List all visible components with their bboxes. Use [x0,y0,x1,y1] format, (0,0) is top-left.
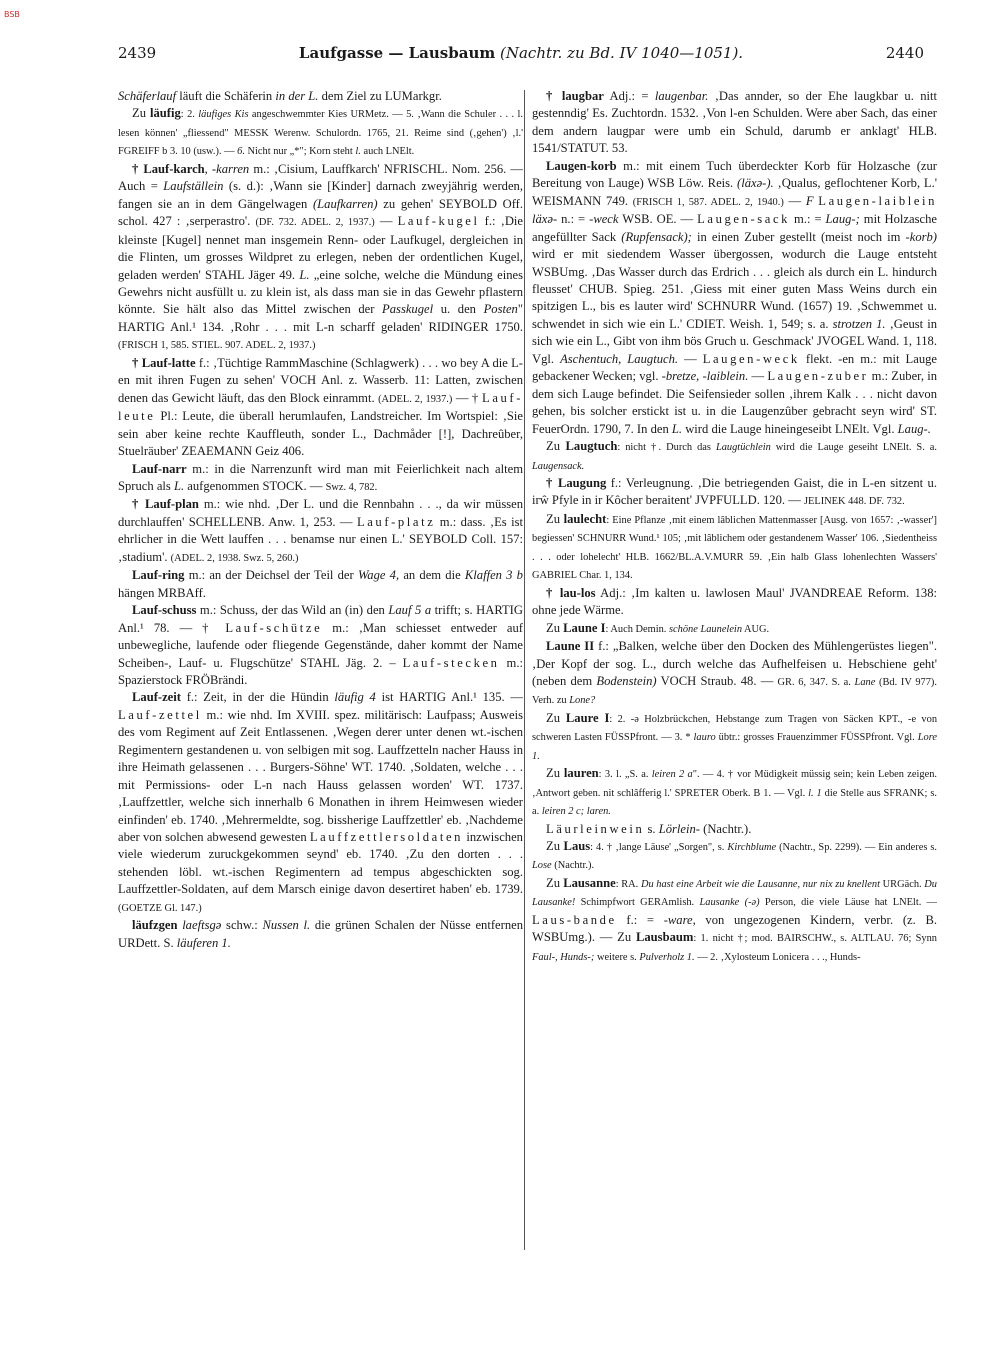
entry-text: wird die Lauge hineingeseibt LNElt. Vgl. [682,421,898,436]
entry-text: Zu [546,710,566,725]
dictionary-entry [118,917,523,952]
entry-text: F [805,193,814,208]
dictionary-entry [118,689,523,917]
entry-text: L. [299,267,310,282]
entry-text: -bretze, -laiblein. [661,369,749,384]
dictionary-entry [532,158,937,438]
entry-text: (Rupfensack); [621,229,692,244]
entry-text: die grünen Schalen der Nüsse entfernen URDett. S. [118,918,523,950]
entry-text: m.: wie nhd. Im XVIII. spez. militärisch: Laufpass; Ausweis des vom Regiment auf Zeit Entlassenen. ‚Wegen derer unter denen wt.-ischen Regimentern gestandenen u. von selbigen mit sog. Lauffzetteln nacher Hauss in ihre Heimath gelassenen . . . Burgers-Söhne' WT. 1740. ‚Soldaten, welche . . . mit Permissions- oder L-n nach Hauss gelassen worden' WT. 1737. ‚Lauffzettler, welche sich innerhalb 6 Monathen in ihrem Heimwesen wieder einfinden' eb. 1740. ‚Mehrermeldte, sog. bissherige Lauffzettler' eb. ‚Nachdeme aber von solchen abwesend gewesten [118,707,523,845]
entry-text: auch LNElt. [360,146,415,158]
entry-text: Passkugel [382,302,434,317]
dictionary-entry [532,875,937,966]
entry-text: Du hast eine Arbeit wie die Lausanne, nur nix zu knellent [640,878,881,890]
entry-text: m.: = [790,212,826,227]
entry-text: leiren 2 a [651,769,693,781]
entry-text: : 2. [180,109,199,121]
entry-text: Zu [546,511,564,526]
entry-text: (Bd. IV 977). Verh. zu [532,676,937,707]
entry-headword: Lausbaum [635,930,694,945]
entry-text: Nicht nur „*"; Korn steht [244,146,356,158]
entry-text: Lauf-stecken [402,655,500,670]
entry-text: in der L. [275,89,319,103]
entry-text: Lore 1. [532,732,937,762]
entry-text: Lauf-leute [118,390,523,424]
entry-text: : Auch Demin. [605,623,669,635]
entry-text: m.: dass. ‚Es ist ehrlicher in die Wett lauffen . . . benamse nur einen L.' SEYBOLD Coll. 157: ‚stadium'. [118,514,523,564]
entry-text: flekt. -en m.: mit Lauge gebackener Wecken; vgl. [532,351,938,384]
dictionary-entry [532,821,937,838]
entry-headword: Laugtuch [565,439,618,454]
running-title-headwords: Laufgasse — Lausbaum [298,44,496,62]
entry-text: f.: Verleugnung. ‚Die betriegenden Gaist, die in L-en sitzent u. irŵ Pfyle in ir Kôcher beraitent' JVPFULLD. 120. — [532,475,937,508]
entry-text: Lane [854,676,876,688]
entry-text: läuft die Schäferin [176,89,276,103]
entry-text: hängen MRBAff. [118,585,206,600]
entry-text: Du Lausanke! [532,878,937,909]
entry-text: L. [173,478,185,493]
entry-text: 6. [237,146,245,158]
entry-text: m.: wie nhd. ‚Der L. und die Rennbahn . . ., da wir müssen durchlauffen' SCHELLENB. Anw. 1, 253. — [118,497,524,529]
entry-headword: Laure I [565,710,610,725]
entry-text: (DF. 732. ADEL. 2, 1937.) [255,217,375,229]
entry-headword: läufig [149,106,181,121]
entry-text: m.: ‚Man schiesset entweder auf unbewegliche, laufende oder fliegende Gegenstände, daher kommt der Name Scheiben-, Lauf- u. Flugschütze' STAHL Jäg. 2. – [118,620,524,670]
entry-text: (FRISCH 1, 587. ADEL. 2, 1940.) [632,196,784,208]
dictionary-entry [118,567,523,602]
entry-headword: Lauf-zeit [132,690,181,705]
page-number-right: 2440 [885,44,924,62]
entry-text: zu gehen' SEYBOLD Off. schol. 427 : ‚serperastro'. [118,196,524,229]
entry-text: Schimpfwort GERAmlish. [575,897,700,909]
entry-text: wird die Lauge geseiht LNElt. S. a. [770,442,937,454]
entry-text: läuferen 1. [176,935,231,950]
dictionary-entry [532,88,937,158]
entry-text: laeftsgə [182,918,222,933]
entry-text: übtr.: grosses Frauenzimmer FÜSSPfront. Vgl. [715,732,918,744]
entry-text: " HARTIG Anl.¹ 134. ‚Rohr . . . mit L-n scharff geladen' RIDINGER 1750. [118,302,524,334]
entry-text: Laugensack. [532,460,585,472]
entry-headword: Laus [563,839,591,854]
entry-text: Aschentuch, Laugtuch. [560,351,679,366]
entry-text: dem Ziel zu LUMarkgr. [318,89,442,103]
dictionary-entry [118,355,523,461]
entry-text: Laugen-zuber [767,369,869,384]
entry-text: läufig [198,109,223,121]
dictionary-entry [532,638,937,710]
entry-text: Läurleinwein [546,821,645,836]
dictionary-entry [532,511,937,585]
entry-text: Faul-, Hunds-; [532,951,595,963]
entry-text: f.: ‚Tüchtige RammMaschine (Schlagwerk) . . . wo bey A die L-en mit ihren Fugen zu sehen' VOCH Anl. z. Wasserb. 11: Latten, zwischen denen das Gewicht läuft, das den Block einrammt. [118,355,523,405]
left-column [118,88,523,952]
entry-text: inzwischen viele wiederum zuruckgekommen seynd' eb. 1740. ‚Zu den dorten . . . stehenden löbl. wt.-ischen Regimentern ad tempus abgeschickten sog. Lauffzettler-Soldaten, auf dem Marsch einige davon desertiret haben' eb. 1739. [118,830,523,897]
entry-text: läxə- [532,212,558,227]
entry-text: Zu [546,766,564,781]
entry-text: Laufställein [163,179,224,194]
entry-text: Schäferlauf [118,89,177,103]
entry-text: m.: mit einem Tuch überdeckter Korb für Holzasche (zur Bereitung von Lauge) WSB Löw. Reis. [532,158,937,191]
column-divider [524,90,525,1250]
entry-text: an dem die [399,568,465,583]
entry-text: in einen Zuber gestellt (meist noch im [691,229,906,244]
entry-text: : 4. † ‚lange Läuse' „Sorgen", s. [590,842,728,854]
entry-text: Zu [132,106,150,121]
entry-headword: Lausanne [563,875,616,890]
entry-headword: † Lauf-karch [132,161,205,176]
entry-text: -ware, [663,912,696,927]
entry-text: VOCH Straub. 48. — [656,673,778,688]
dictionary-entry [118,161,523,355]
entry-text: Pl.: Leute, die überall herumlaufen, Landstreicher. Im Wortspiel: ‚Sie sein aber keine rechte Kauffleuth, sonder L., Dachmåder [!], Dachreûber, Stuelräuber' ZEAEMANN Geiz 406. [118,409,523,459]
entry-text: laugenbar. [654,89,709,103]
entry-text: Zu [546,620,564,635]
entry-text: angeschwemmter Kies URMetz. — 5. ‚Wann die Schuler . . . l. lesen können' „fliessend" MESSK Werenw. Schulordn. 1765, 21. Reime sind (‚gehen') ‚l.' FGREIFF b 3. 10 (usw.). — [118,109,523,158]
entry-text: m.: in die Narrenzunft wird man mit Feierlichkeit nach altem Spruch als [118,461,523,493]
entry-text: (s. d.): ‚Wann sie [Kinder] darnach zweyjährig werden, fangen sie an in dem Gängelwagen [118,179,523,211]
entry-text: (ADEL. 2, 1938. Swz. 5, 260.) [170,552,299,564]
entry-text: (läxə-). [737,176,774,191]
running-title [118,44,924,62]
entry-headword: † lau-los [546,585,596,600]
entry-text: Lausanke (-ə) [699,897,760,909]
entry-text: schw.: [221,918,263,933]
entry-text: Laugen-laiblein [818,193,938,208]
entry-text: — 2. ‚Xylosteum Lonicera . . ., Hunds- [694,951,861,963]
entry-text: — [678,351,703,366]
entry-text: WSB. OE. — [618,212,698,227]
entry-text: ‚Das annder, so der Ehe laugkbar u. nitt gestenndig' Es. Zuchtordn. 1532. ‚Von l-en Schulden. Were aber Sach, das einer dem andern laugpar were umb ein Schuld, darumb er anklagt' HLB. 1541/STATUT. 53. [532,89,938,156]
dictionary-entry [532,475,937,511]
entry-text: aufgenommen STOCK. — [184,478,326,493]
entry-text: Laus-bande [532,912,617,927]
entry-text: m.: Schuss, der das Wild an (in) den [196,603,389,618]
dictionary-entry [118,88,523,105]
entry-text: läufig 4 [334,690,376,705]
entry-text: die Stelle aus SFRANK; s. a. [532,787,937,818]
entry-headword: Lauf-ring [132,568,185,583]
entry-text: f.: ‚Die kleinste [Kugel] nennet man insgemein Renn- oder Laufkugel, dergleichen in die Flinten, um grosses Wildpret zu erlegen, neben der ordentlichen Kugel, geladen werden' STAHL Jäger 49. [118,214,523,282]
entry-text: , [204,161,212,176]
entry-text: Zu [546,875,564,890]
entry-text: s. [644,821,659,836]
dictionary-entry [118,602,523,689]
entry-headword: Laune I [563,620,606,635]
entry-text: Zu [546,439,566,454]
entry-text: -karren [211,161,250,176]
entry-text: Lone? [569,695,596,707]
entry-text: m.: an der Deichsel der Teil der [184,568,358,583]
entry-headword: Laugen-korb [546,158,617,173]
entry-text: Laug-. [897,421,931,436]
entry-text: weitere s. [594,951,640,963]
entry-text: „eine solche, welche die Mündung eines Gewehrs nicht ausfüllt u. zu klein ist, als dass man sie in das Gewehr pflastern könnte. Sie hält also das Mittel zwischen der [118,267,523,317]
dictionary-entry [118,496,523,567]
entry-text: Lauf-kugel [397,214,480,229]
entry-text: ist HARTIG Anl.¹ 135. — [375,690,523,705]
entry-text: strotzen 1. [832,316,886,331]
dictionary-entry [532,438,937,475]
entry-text: von ungezogenen Kindern, verbr. (z. B. WSBUmg.). — Zu [532,912,938,945]
entry-text: wird er mit siedendem Wasser übergossen, wodurch die Lauge entsteht WSBUmg. ‚Das Wasser durch das Erdrich . . . gleich als durch ein L. hindurch fleusset' CHUB. Spieg. 251. ‚Giess mit einer guten Mass Weins durch ein spitzigen L., bis es lauter wird' SCHNURR Wund. (1657) 19. ‚Schwemmet u. schwendet in sich wie ein L.' CDIET. Weish. 1, 549; s. a. [532,247,937,331]
entry-text: f.: = [616,912,664,927]
entry-text: Adj.: ‚Im kalten u. lawlosen Maul' JVANDREAE Reform. 138: ohne jede Wärme. [532,585,937,618]
entry-text: schöne Launelein [669,623,743,635]
right-column [532,88,937,966]
entry-text: : nicht †. Durch das [617,442,716,454]
entry-text: Lauf-platz [356,514,436,529]
running-title-reference: (Nachtr. zu Bd. IV 1040—1051). [500,44,744,62]
entry-text: -weck [589,212,619,227]
entry-text: : RA. [615,878,641,890]
entry-text: Nussen l. [262,918,311,933]
entry-text: l. 1 [808,787,822,799]
entry-text: Lose [532,860,552,872]
entry-text: (Nachtr.). [699,821,752,836]
entry-text: -korb) [905,229,938,244]
entry-text: GR. 6, 347. S. a. [777,676,855,688]
entry-text: Laugen-weck [702,351,800,366]
entry-text: Bodenstein) [596,673,657,688]
entry-text: l. [355,146,361,158]
entry-text: Lauf-schütze [225,620,323,635]
entry-text: : 2. -ə Holzbrückchen, Hebstange zum Tragen von Säcken KPT., -e von schweren Lasten FÜSSPfront. — 3. * [532,713,938,744]
entry-headword: † Lauf-plan [132,497,199,512]
entry-text: (FRISCH 1, 585. STIEL. 907. ADEL. 2, 1937.) [118,340,316,352]
entry-text: m.: ‚Cisium, Lauffkarch' NFRISCHL. Nom. 256. — Auch = [118,161,524,194]
entry-text: Swz. 4, 782. [325,481,378,493]
entry-text: (Nachtr.). [551,860,595,872]
entry-text: Laug-; [825,212,860,227]
dictionary-entry [118,105,523,160]
dictionary-entry [532,710,937,765]
entry-text: URGäch. [880,878,925,890]
entry-text: Klaffen 3 b [464,568,523,583]
entry-text: ". — 4. † vor Müdigkeit müssig sein; kein Leben zeigen. ‚Antwort geben. nit schlâfferig l.' SPRETER Oberk. B 1. — Vgl. [532,769,938,799]
dictionary-entry [532,620,937,638]
entry-text: (ADEL. 2, 1937.) [378,393,453,405]
entry-text: trifft; s. HARTIG Anl.¹ 78. — † [118,603,523,635]
entry-text: — [748,369,768,384]
entry-text: Zu [546,839,564,854]
entry-text: lauro [693,732,716,744]
entry-text: mit Holzasche angefüllter Sack [532,212,937,244]
entry-text: Lörlein- [658,821,700,836]
entry-text: (Laufkarren) [312,196,378,211]
entry-headword: † Laugung [546,475,607,490]
entry-text: Lauf-zettel [118,707,202,722]
entry-text: : Eine Pflanze ‚mit einem lâblichen Mattenmasser [Ausg. von 1657: ‚-wasser'] begiessen' SCHNURR Wund.¹ 105; ‚mit lâblichem oder gestandenem Wasser' 106. ‚Siedentheiss . . . oder lohelecht' HLB. 1662/BL.A.V.MURR 59. ‚Ein halb Glass lohenlechten Wassers' GABRIEL Char. 1, 134. [532,514,937,582]
entry-text: leiren 2 c; laren. [541,806,611,818]
entry-text: — † [452,390,483,405]
dictionary-entry [532,838,937,875]
entry-text: Adj.: = [603,89,655,103]
entry-text: Lauffzettlersoldaten [309,830,464,845]
entry-text: ‚Geust in sich wie ein L., Gibt von ihm bös Gruch u. Geschmack' JVOGEL Wand. 1, 118. Vgl. [532,316,937,366]
entry-text: Laugen-sack [697,212,791,227]
entry-text: ‚Qualus, geflochtener Korb, L.' WEISMANN 749. [532,176,937,208]
entry-text: n.: = [557,212,590,227]
entry-text: f.: Zeit, in der die Hündin [180,690,335,705]
entry-text: f.: „Balken, welche über den Docken des Mühlengerüstes liegen". ‚Der Kopf der sog. L., durch welche das Aufhelfeisen u. Hebschiene geht' (neben dem [532,639,937,688]
entry-text: AUG. [742,623,770,635]
entry-text: — [374,214,398,229]
entry-text: u. den [433,302,484,317]
entry-headword: † Lauf-latte [132,355,196,370]
entry-headword: Laune II [546,639,595,654]
entry-text: — [783,193,806,208]
entry-text: JELINEK 448. DF. 732. [803,496,905,508]
entry-text: : 3. l. „S. a. [598,769,652,781]
entry-headword: Lauf-narr [132,461,187,476]
entry-headword: † laugbar [546,89,604,103]
entry-text: es Kis [222,109,249,121]
entry-text: : 1. nicht †; mod. BAIRSCHW., s. ALTLAU. 76; Synn [693,933,937,945]
dictionary-entry [532,765,937,820]
entry-text: Wage 4, [357,568,400,583]
entry-text: L. [671,421,683,436]
library-stamp: BSB [4,10,20,19]
entry-headword: Lauf-schuss [132,603,197,618]
entry-headword: laulecht [563,511,607,526]
entry-text: Kirchblume [727,842,777,854]
entry-text: (GOETZE Gl. 147.) [118,902,202,914]
entry-text: Person, die viele Läuse hat LNElt. — [759,897,938,909]
entry-text: Lauf 5 a [388,603,432,618]
dictionary-entry [532,585,937,620]
entry-text: Pulverholz 1. [639,951,695,963]
page-number-left: 2439 [118,44,157,62]
entry-text: m.: Spazierstock FRÖBrändi. [118,655,523,687]
entry-text: Posten [483,302,518,317]
dictionary-entry [118,461,523,497]
entry-text: Laugtüchlein [715,442,771,454]
entry-headword: lauren [563,766,599,781]
entry-text: (Nachtr., Sp. 2299). — Ein anderes s. [776,842,938,854]
page-header [118,44,924,66]
entry-headword: läufzgen [132,918,178,933]
entry-text: m.: Zuber, in dem sich Lauge befindet. Die Seifensieder sollen ‚ihrem Kalk . . . nicht davon gehen, bis solcher erstickt ist u. in die Laugenzûber gebracht seyn wird' ST. FeuerOrdn. 1790, 7. In den [532,369,937,436]
